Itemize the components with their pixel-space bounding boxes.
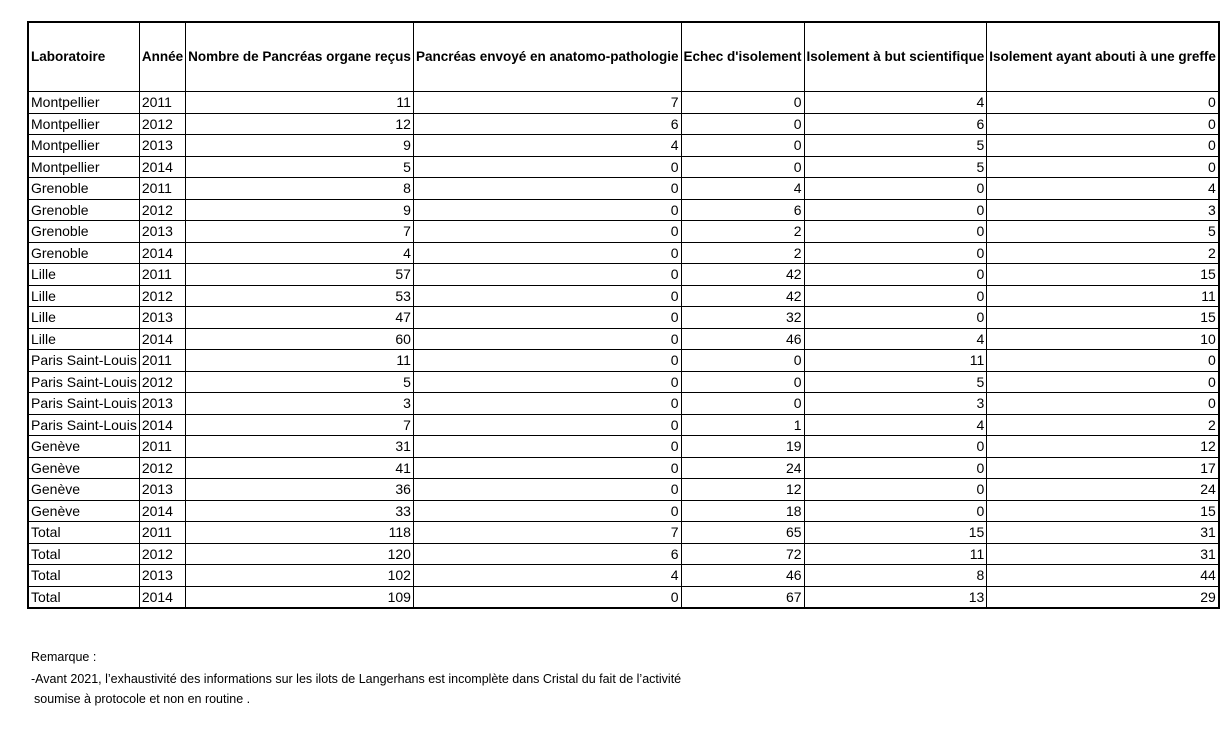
cell-pancreas-recus: 3	[186, 393, 414, 415]
cell-anatomopathologie: 0	[413, 586, 681, 608]
cell-echec-isolement: 19	[681, 436, 804, 458]
cell-echec-isolement: 0	[681, 92, 804, 114]
cell-echec-isolement: 32	[681, 307, 804, 329]
cell-laboratoire: Genève	[28, 457, 139, 479]
header-pancreas-recus: Nombre de Pancréas organe reçus	[186, 22, 414, 92]
cell-anatomopathologie: 4	[413, 565, 681, 587]
cell-isolement-scientifique: 8	[804, 565, 987, 587]
cell-isolement-greffe: 44	[987, 565, 1219, 587]
table-row	[28, 522, 1219, 544]
cell-isolement-greffe: 11	[987, 285, 1219, 307]
cell-isolement-greffe: 2	[987, 414, 1219, 436]
cell-pancreas-recus: 31	[186, 436, 414, 458]
data-table	[27, 21, 1220, 609]
cell-isolement-greffe: 5	[987, 221, 1219, 243]
table-row	[28, 436, 1219, 458]
cell-isolement-scientifique: 3	[804, 393, 987, 415]
cell-laboratoire: Montpellier	[28, 113, 139, 135]
cell-anatomopathologie: 0	[413, 350, 681, 372]
cell-isolement-greffe: 31	[987, 543, 1219, 565]
cell-laboratoire: Total	[28, 522, 139, 544]
cell-echec-isolement: 42	[681, 285, 804, 307]
cell-isolement-greffe: 31	[987, 522, 1219, 544]
cell-isolement-scientifique: 0	[804, 221, 987, 243]
cell-isolement-scientifique: 11	[804, 543, 987, 565]
cell-echec-isolement: 72	[681, 543, 804, 565]
cell-isolement-scientifique: 0	[804, 178, 987, 200]
cell-anatomopathologie: 4	[413, 135, 681, 157]
cell-isolement-scientifique: 6	[804, 113, 987, 135]
cell-isolement-scientifique: 0	[804, 500, 987, 522]
cell-echec-isolement: 18	[681, 500, 804, 522]
cell-anatomopathologie: 0	[413, 328, 681, 350]
table-row	[28, 221, 1219, 243]
cell-annee: 2013	[139, 221, 185, 243]
table-row	[28, 92, 1219, 114]
cell-echec-isolement: 4	[681, 178, 804, 200]
cell-isolement-scientifique: 4	[804, 328, 987, 350]
header-anatomopathologie: Pancréas envoyé en anatomo-pathologie	[413, 22, 681, 92]
cell-isolement-greffe: 3	[987, 199, 1219, 221]
cell-echec-isolement: 1	[681, 414, 804, 436]
cell-isolement-greffe: 10	[987, 328, 1219, 350]
table-row	[28, 199, 1219, 221]
cell-pancreas-recus: 5	[186, 156, 414, 178]
cell-echec-isolement: 2	[681, 221, 804, 243]
cell-annee: 2014	[139, 500, 185, 522]
cell-annee: 2013	[139, 393, 185, 415]
cell-laboratoire: Paris Saint-Louis	[28, 371, 139, 393]
cell-annee: 2013	[139, 135, 185, 157]
cell-laboratoire: Genève	[28, 436, 139, 458]
cell-isolement-greffe: 0	[987, 113, 1219, 135]
cell-echec-isolement: 0	[681, 156, 804, 178]
cell-anatomopathologie: 0	[413, 371, 681, 393]
cell-anatomopathologie: 0	[413, 242, 681, 264]
table-row	[28, 393, 1219, 415]
cell-laboratoire: Grenoble	[28, 221, 139, 243]
cell-laboratoire: Total	[28, 586, 139, 608]
table-row	[28, 350, 1219, 372]
header-annee: Année	[139, 22, 185, 92]
cell-laboratoire: Total	[28, 543, 139, 565]
cell-pancreas-recus: 47	[186, 307, 414, 329]
cell-annee: 2012	[139, 285, 185, 307]
cell-anatomopathologie: 0	[413, 285, 681, 307]
cell-annee: 2012	[139, 543, 185, 565]
table-row	[28, 242, 1219, 264]
cell-isolement-scientifique: 0	[804, 242, 987, 264]
cell-laboratoire: Lille	[28, 264, 139, 286]
header-isolement-scientifique: Isolement à but scientifique	[804, 22, 987, 92]
cell-isolement-scientifique: 0	[804, 436, 987, 458]
cell-isolement-greffe: 4	[987, 178, 1219, 200]
cell-laboratoire: Montpellier	[28, 92, 139, 114]
table-body	[28, 92, 1219, 609]
cell-isolement-scientifique: 5	[804, 156, 987, 178]
cell-isolement-scientifique: 5	[804, 135, 987, 157]
header-laboratoire: Laboratoire	[28, 22, 139, 92]
cell-laboratoire: Total	[28, 565, 139, 587]
cell-anatomopathologie: 0	[413, 414, 681, 436]
cell-isolement-greffe: 29	[987, 586, 1219, 608]
table-row	[28, 479, 1219, 501]
cell-pancreas-recus: 11	[186, 350, 414, 372]
cell-annee: 2012	[139, 457, 185, 479]
remark-line-2: soumise à protocole et non en routine .	[34, 692, 251, 706]
header-isolement-greffe: Isolement ayant abouti à une greffe	[987, 22, 1219, 92]
table-row	[28, 414, 1219, 436]
cell-echec-isolement: 0	[681, 350, 804, 372]
cell-echec-isolement: 12	[681, 479, 804, 501]
cell-laboratoire: Montpellier	[28, 156, 139, 178]
cell-anatomopathologie: 0	[413, 307, 681, 329]
table-row	[28, 156, 1219, 178]
cell-isolement-scientifique: 0	[804, 457, 987, 479]
cell-isolement-greffe: 15	[987, 307, 1219, 329]
cell-echec-isolement: 42	[681, 264, 804, 286]
cell-annee: 2014	[139, 242, 185, 264]
cell-pancreas-recus: 118	[186, 522, 414, 544]
remark-title: Remarque :	[31, 650, 97, 664]
cell-echec-isolement: 24	[681, 457, 804, 479]
cell-isolement-greffe: 0	[987, 393, 1219, 415]
cell-annee: 2012	[139, 113, 185, 135]
cell-echec-isolement: 46	[681, 565, 804, 587]
header-row	[28, 22, 1219, 92]
cell-anatomopathologie: 0	[413, 221, 681, 243]
table-row	[28, 543, 1219, 565]
cell-laboratoire: Paris Saint-Louis	[28, 414, 139, 436]
cell-echec-isolement: 65	[681, 522, 804, 544]
cell-anatomopathologie: 7	[413, 92, 681, 114]
table-row	[28, 328, 1219, 350]
cell-annee: 2011	[139, 264, 185, 286]
cell-anatomopathologie: 0	[413, 156, 681, 178]
cell-isolement-scientifique: 11	[804, 350, 987, 372]
cell-annee: 2011	[139, 92, 185, 114]
cell-isolement-greffe: 0	[987, 92, 1219, 114]
cell-echec-isolement: 67	[681, 586, 804, 608]
table-row	[28, 264, 1219, 286]
table-row	[28, 178, 1219, 200]
cell-anatomopathologie: 0	[413, 393, 681, 415]
table-row	[28, 457, 1219, 479]
cell-echec-isolement: 0	[681, 393, 804, 415]
cell-anatomopathologie: 0	[413, 264, 681, 286]
cell-annee: 2014	[139, 414, 185, 436]
cell-anatomopathologie: 6	[413, 543, 681, 565]
cell-annee: 2011	[139, 522, 185, 544]
cell-pancreas-recus: 8	[186, 178, 414, 200]
cell-isolement-greffe: 15	[987, 264, 1219, 286]
cell-annee: 2013	[139, 565, 185, 587]
cell-anatomopathologie: 0	[413, 199, 681, 221]
remark-line-1: -Avant 2021, l’exhaustivité des informations sur les ilots de Langerhans est incomplète dans Cristal du fait de l’activité	[31, 672, 682, 686]
cell-pancreas-recus: 7	[186, 221, 414, 243]
cell-pancreas-recus: 53	[186, 285, 414, 307]
cell-annee: 2014	[139, 328, 185, 350]
cell-isolement-greffe: 0	[987, 156, 1219, 178]
cell-pancreas-recus: 102	[186, 565, 414, 587]
cell-pancreas-recus: 57	[186, 264, 414, 286]
cell-isolement-greffe: 17	[987, 457, 1219, 479]
cell-isolement-scientifique: 13	[804, 586, 987, 608]
cell-isolement-scientifique: 0	[804, 285, 987, 307]
cell-pancreas-recus: 60	[186, 328, 414, 350]
cell-pancreas-recus: 11	[186, 92, 414, 114]
cell-pancreas-recus: 33	[186, 500, 414, 522]
cell-isolement-greffe: 12	[987, 436, 1219, 458]
cell-annee: 2012	[139, 371, 185, 393]
cell-laboratoire: Lille	[28, 328, 139, 350]
cell-annee: 2014	[139, 586, 185, 608]
cell-echec-isolement: 46	[681, 328, 804, 350]
cell-pancreas-recus: 109	[186, 586, 414, 608]
cell-echec-isolement: 2	[681, 242, 804, 264]
cell-laboratoire: Montpellier	[28, 135, 139, 157]
cell-isolement-scientifique: 0	[804, 479, 987, 501]
cell-isolement-greffe: 0	[987, 135, 1219, 157]
table-row	[28, 285, 1219, 307]
cell-pancreas-recus: 36	[186, 479, 414, 501]
cell-anatomopathologie: 7	[413, 522, 681, 544]
cell-laboratoire: Lille	[28, 285, 139, 307]
cell-anatomopathologie: 0	[413, 436, 681, 458]
cell-isolement-scientifique: 5	[804, 371, 987, 393]
cell-laboratoire: Genève	[28, 479, 139, 501]
cell-isolement-greffe: 0	[987, 371, 1219, 393]
cell-echec-isolement: 0	[681, 135, 804, 157]
cell-isolement-greffe: 2	[987, 242, 1219, 264]
cell-anatomopathologie: 0	[413, 457, 681, 479]
cell-annee: 2011	[139, 436, 185, 458]
cell-pancreas-recus: 7	[186, 414, 414, 436]
cell-isolement-greffe: 15	[987, 500, 1219, 522]
cell-annee: 2012	[139, 199, 185, 221]
cell-laboratoire: Paris Saint-Louis	[28, 350, 139, 372]
cell-isolement-scientifique: 15	[804, 522, 987, 544]
table-row	[28, 307, 1219, 329]
cell-annee: 2013	[139, 479, 185, 501]
cell-pancreas-recus: 12	[186, 113, 414, 135]
table-row	[28, 371, 1219, 393]
cell-pancreas-recus: 4	[186, 242, 414, 264]
cell-isolement-scientifique: 0	[804, 307, 987, 329]
cell-echec-isolement: 0	[681, 113, 804, 135]
cell-echec-isolement: 6	[681, 199, 804, 221]
cell-anatomopathologie: 0	[413, 178, 681, 200]
cell-pancreas-recus: 5	[186, 371, 414, 393]
cell-anatomopathologie: 0	[413, 500, 681, 522]
cell-pancreas-recus: 41	[186, 457, 414, 479]
cell-echec-isolement: 0	[681, 371, 804, 393]
cell-annee: 2013	[139, 307, 185, 329]
cell-anatomopathologie: 6	[413, 113, 681, 135]
cell-isolement-greffe: 24	[987, 479, 1219, 501]
cell-laboratoire: Grenoble	[28, 199, 139, 221]
cell-laboratoire: Genève	[28, 500, 139, 522]
cell-isolement-scientifique: 4	[804, 414, 987, 436]
cell-isolement-scientifique: 0	[804, 199, 987, 221]
cell-annee: 2014	[139, 156, 185, 178]
cell-isolement-scientifique: 0	[804, 264, 987, 286]
table-row	[28, 565, 1219, 587]
cell-laboratoire: Lille	[28, 307, 139, 329]
cell-pancreas-recus: 9	[186, 199, 414, 221]
cell-laboratoire: Paris Saint-Louis	[28, 393, 139, 415]
header-echec-isolement: Echec d'isolement	[681, 22, 804, 92]
table-row	[28, 586, 1219, 608]
table-row	[28, 113, 1219, 135]
cell-annee: 2011	[139, 350, 185, 372]
cell-laboratoire: Grenoble	[28, 242, 139, 264]
cell-isolement-scientifique: 4	[804, 92, 987, 114]
cell-isolement-greffe: 0	[987, 350, 1219, 372]
table-row	[28, 500, 1219, 522]
cell-laboratoire: Grenoble	[28, 178, 139, 200]
cell-anatomopathologie: 0	[413, 479, 681, 501]
table-row	[28, 135, 1219, 157]
cell-annee: 2011	[139, 178, 185, 200]
cell-pancreas-recus: 120	[186, 543, 414, 565]
cell-pancreas-recus: 9	[186, 135, 414, 157]
